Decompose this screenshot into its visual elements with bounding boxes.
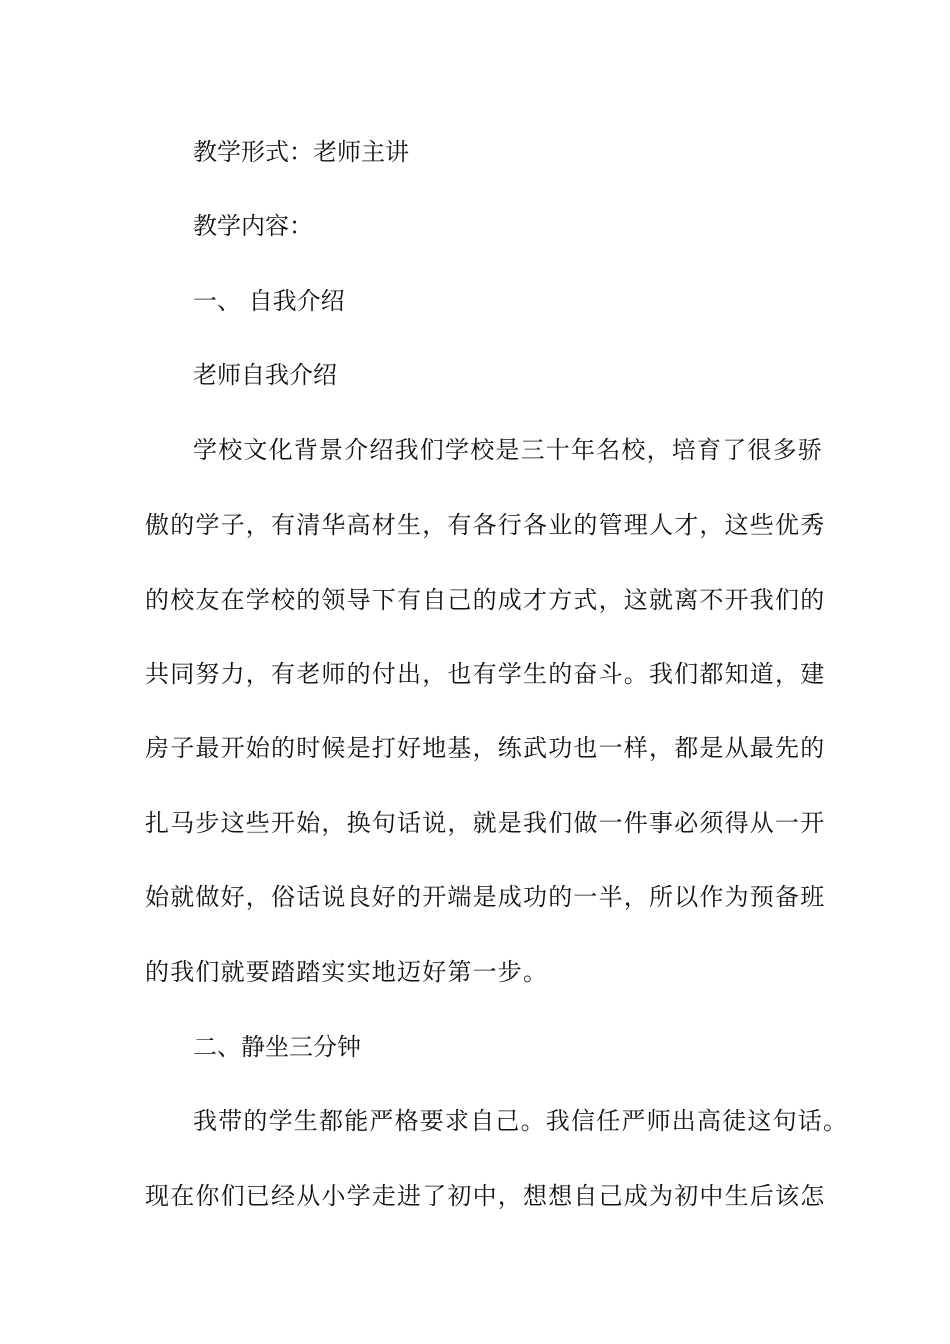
teacher-intro-line: 老师自我介绍 (193, 361, 337, 389)
paragraph-line: 始就做好，俗话说良好的开端是成功的一半，所以作为预备班 (145, 883, 826, 911)
paragraph-line: 的我们就要踏踏实实地迈好第一步。 (145, 958, 549, 986)
paragraph-line: 房子最开始的时候是打好地基，练武功也一样，都是从最先的 (145, 734, 826, 762)
section-1-heading: 一、 自我介绍 (193, 287, 345, 315)
paragraph-line: 现在你们已经从小学走进了初中，想想自己成为初中生后该怎 (145, 1182, 826, 1210)
teaching-content-heading: 教学内容： (193, 212, 313, 240)
teaching-form-line: 教学形式：老师主讲 (193, 138, 409, 166)
paragraph-line: 共同努力，有老师的付出，也有学生的奋斗。我们都知道，建 (145, 660, 826, 688)
paragraph-line: 傲的学子，有清华高材生，有各行各业的管理人才，这些优秀 (145, 511, 826, 539)
paragraph-line: 学校文化背景介绍我们学校是三十年名校，培育了很多骄 (193, 436, 823, 464)
paragraph-line: 扎马步这些开始，换句话说，就是我们做一件事必须得从一开 (145, 809, 826, 837)
paragraph-line: 的校友在学校的领导下有自己的成才方式，这就离不开我们的 (145, 586, 826, 614)
section-2-heading: 二、静坐三分钟 (193, 1033, 361, 1061)
paragraph-line: 我带的学生都能严格要求自己。我信任严师出高徒这句话。 (193, 1107, 849, 1135)
